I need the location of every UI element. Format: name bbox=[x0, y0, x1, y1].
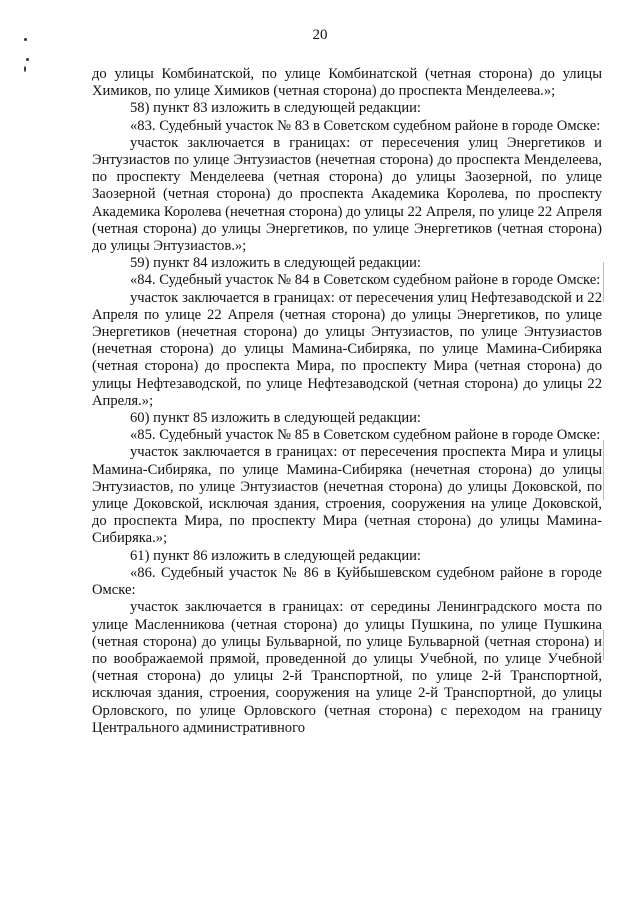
paragraph: участок заключается в границах: от пересечения улиц Нефтезаводской и 22 Апреля по улице 22 Апреля (четная сторона) до улицы Энергетиков, по улице Энергетиков (нечетная сторона) до улицы Энтузиастов, по улице Энтузиастов (нечетная сторона) до улицы Мамина-Сибиряка, по улице Мамина-Сибиряка (четная сторона) до проспекта Мира, по проспекту Мира (четная сторона) до улицы Нефтезаводской, по улице Нефтезаводской (четная сторона) до улицы 22 Апреля.»; bbox=[92, 289, 602, 409]
paragraph: 60) пункт 85 изложить в следующей редакции: bbox=[130, 410, 421, 427]
paragraph: 58) пункт 83 изложить в следующей редакции: bbox=[130, 100, 421, 117]
scan-edge-line bbox=[603, 440, 604, 500]
page-number: 20 bbox=[312, 27, 328, 43]
paragraph: «83. Судебный участок № 83 в Советском судебном районе в городе Омске: bbox=[130, 117, 601, 134]
paragraph: «85. Судебный участок № 85 в Советском судебном районе в городе Омске: bbox=[130, 427, 601, 444]
paragraph: участок заключается в границах: от пересечения проспекта Мира и улицы Мамина-Сибиряка, по улице Мамина-Сибиряка (нечетная сторона) до улицы Энтузиастов, по улице Энтузиастов (нечетная сторона) до улицы Доковской, по улице Доковской, исключая здания, строения, сооружения на улице Доковской, до проспекта Мира, по проспекту Мира (четная сторона) до улицы Мамина-Сибиряка.»; bbox=[92, 444, 602, 547]
paragraph: 61) пункт 86 изложить в следующей редакции: bbox=[130, 547, 421, 564]
paragraph: «84. Судебный участок № 84 в Советском судебном районе в городе Омске: bbox=[130, 272, 601, 289]
scan-edge-line bbox=[603, 262, 604, 302]
paragraph: «86. Судебный участок № 86 в Куйбышевском судебном районе в городе Омске: bbox=[92, 564, 602, 599]
document-body bbox=[92, 66, 602, 737]
paragraph: 59) пункт 84 изложить в следующей редакции: bbox=[130, 255, 421, 272]
scan-mark bbox=[26, 58, 29, 61]
scan-mark bbox=[24, 66, 26, 72]
scan-mark bbox=[24, 38, 27, 41]
paragraph: участок заключается в границах: от пересечения улиц Энергетиков и Энтузиастов по улице Энтузиастов (нечетная сторона) до проспекта Менделеева, по проспекту Менделеева (четная сторона) до улицы Заозерной, по улице Заозерной (четная сторона) до проспекта Академика Королева, по проспекту Академика Королева (нечетная сторона) до улицы 22 Апреля, по улице 22 Апреля (четная сторона) до улицы Энергетиков, по улице Энергетиков (четная сторона) до улицы Энтузиастов.»; bbox=[92, 134, 602, 255]
scan-edge-line bbox=[603, 630, 604, 660]
paragraph: до улицы Комбинатской, по улице Комбинатской (четная сторона) до улицы Химиков, по улице Химиков (четная сторона) до проспекта Менделеева.»; bbox=[92, 66, 602, 100]
paragraph: участок заключается в границах: от середины Ленинградского моста по улице Масленникова (четная сторона) до улицы Пушкина, по улице Пушкина (четная сторона) до улицы Бульварной, по улице Бульварной (четная сторона) и по воображаемой прямой, проведенной до улицы Учебной, по улице Учебной (четная сторона) до улицы 2-й Транспортной, по улице 2-й Транспортной, исключая здания, строения, сооружения на улице 2-й Транспортной, до улицы Орловского, по улице Орловского (четная сторона) с переходом на границу Центрального административного bbox=[92, 599, 602, 736]
